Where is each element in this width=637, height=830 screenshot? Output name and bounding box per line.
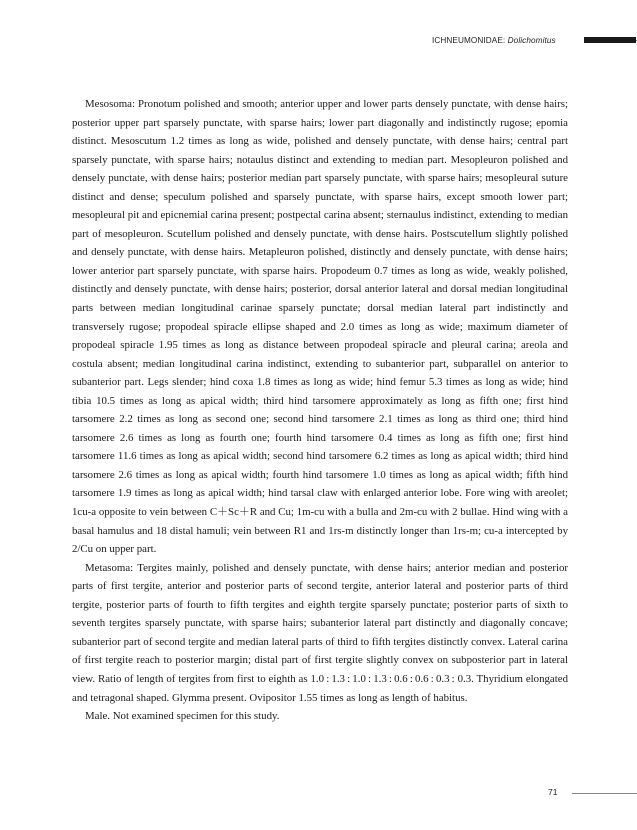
footer-rule [572,793,637,794]
running-head-genus: Dolichomitus [507,35,556,45]
page-number: 71 [548,787,558,797]
running-head [432,34,637,46]
running-head-family: ICHNEUMONIDAE: [432,35,508,45]
paragraph-metasoma: Metasoma: Tergites mainly, polished and densely punctate, with dense hairs; anterior median and posterior parts of first tergite, anterior and posterior parts of second tergite, anterior lateral and posterior parts of third tergite, posterior parts of fourth to fifth tergites and eighth tergite sparsely punctate; posterior parts of sixth to seventh tergites sparsely punctate, with sparse hairs; subanterior lateral part distinctly and diagonally concave; subanterior part of second tergite and median lateral parts of third to fifth tergites distinctly convex. Lateral carina of first tergite reach to posterior margin; distal part of first tergite slightly convex on subposterior part in lateral view. Ratio of length of tergites from first to eighth as 1.0 : 1.3 : 1.0 : 1.3 : 0.6 : 0.6 : 0.3 : 0.3. Thyridium elongated and tetragonal shaped. Glymma present. Ovipositor 1.55 times as long as length of habitus. [72,561,568,704]
body-text [72,95,568,726]
running-head-text [432,36,556,45]
paragraph-mesosoma: Mesosoma: Pronotum polished and smooth; anterior upper and lower parts densely punctate, with dense hairs; posterior upper part sparsely punctate, with sparse hairs; lower part diagonally and indistinctly rugose; epomia distinct. Mesoscutum 1.2 times as long as wide, polished and densely punctate, with dense hairs; central part sparsely punctate, with sparse hairs; notaulus distinct and extending to median part. Mesopleuron polished and densely punctate, with dense hairs; posterior median part sparsely punctate, with sparse hairs; mesopleural suture distinct and dense; speculum polished and sparsely punctate, with sparse hairs, except smooth lower part; mesopleural pit and epicnemial carina present; postpectal carina absent; sternaulus indistinct, extending to median part of mesopleuron. Scutellum polished and densely punctate, with dense hairs. Postscutellum slightly polished and densely punctate, with dense hairs. Metapleuron polished, distinctly and densely punctate, with dense hairs; lower anterior part sparsely punctate, with sparse hairs. Propodeum 0.7 times as long as wide, weakly polished, distinctly and densely punctate, with dense hairs; posterior, dorsal anterior lateral and dorsal median longitudinal parts between median longitudinal carinae sparsely punctate; dorsal median lateral part indistinctly and transversely rugose; propodeal spiracle ellipse shaped and 2.0 times as long as wide; maximum diameter of propodeal spiracle 1.95 times as long as distance between propodeal spiracle and pleural carina; areola and costula absent; median longitudinal carina indistinct, extending to subanterior part, subparallel on anterior to subanterior part. Legs slender; hind coxa 1.8 times as long as wide; hind femur 5.3 times as long as wide; hind tibia 10.5 times as long as apical width; third hind tarsomere approximately as long as fifth one; first hind tarsomere 2.2 times as long as second one; second hind tarsomere 2.1 times as long as third one; third hind tarsomere 2.6 times as long as fourth one; fourth hind tarsomere 0.4 times as long as fifth one; first hind tarsomere 11.6 times as long as apical width; second hind tarsomere 6.2 times as long as apical width; third hind tarsomere 2.6 times as long as apical width; fourth hind tarsomere 1.0 times as long as apical width; fifth hind tarsomere 1.9 times as long as apical width; hind tarsal claw with enlarged anterior lobe. Fore wing with areolet; 1cu-a opposite to vein between C＋Sc＋R and Cu; 1m-cu with a bulla and 2m-cu with 2 bullae. Hind wing with a basal hamulus and 18 distal hamuli; vein between R1 and 1rs-m distinctly longer than 1rs-m; cu-a intercepted by 2/Cu on upper part. [72,98,568,556]
paragraph-male: Male. Not examined specimen for this study. [85,710,280,723]
running-head-bar [584,37,636,43]
